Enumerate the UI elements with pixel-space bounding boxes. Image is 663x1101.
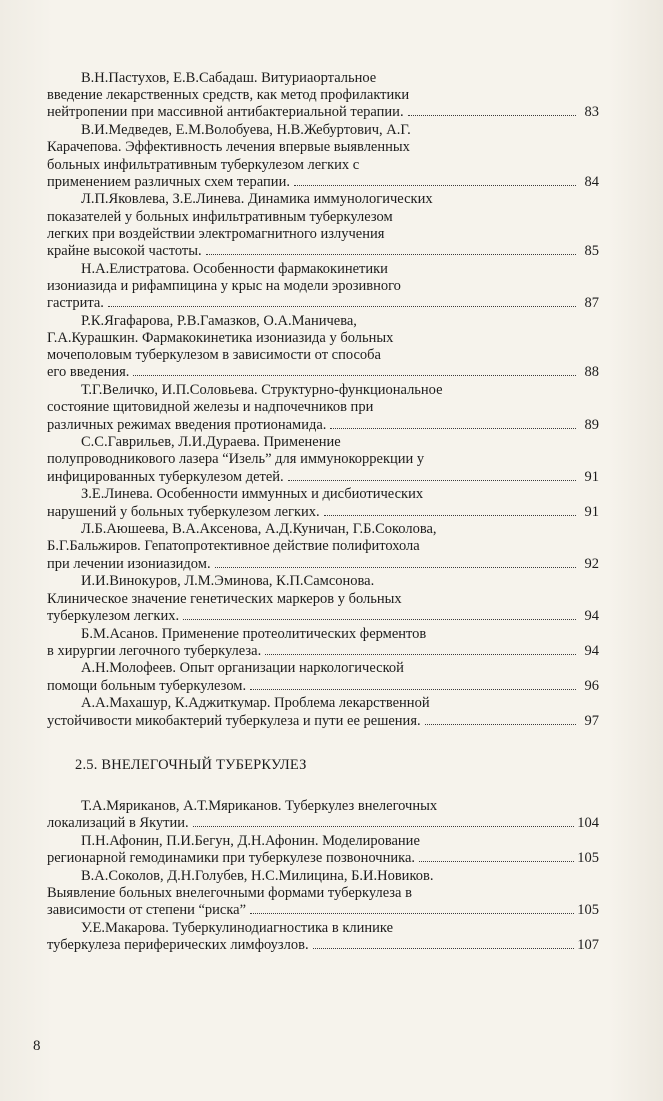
toc-entry-page: 88 — [584, 364, 599, 381]
dot-leader — [183, 619, 576, 620]
toc-entry-page: 105 — [577, 849, 599, 866]
toc-entry-line: Б.М.Асанов. Применение протеолитических ферментов — [81, 625, 427, 642]
toc-entry-last-line — [47, 850, 599, 867]
toc-entry-line: введение лекарственных средств, как метод профилактики — [47, 87, 410, 104]
dot-leader — [324, 515, 576, 516]
toc-entry-page: 97 — [584, 712, 599, 729]
toc-entry-last-line — [47, 937, 599, 954]
dot-leader — [250, 689, 576, 690]
toc-entry-page: 96 — [584, 677, 599, 694]
toc-entry-line: Карачепова. Эффективность лечения впервые выявленных — [47, 139, 410, 156]
toc-entry-line: А.Н.Молофеев. Опыт организации наркологической — [81, 660, 404, 677]
dot-leader — [419, 861, 574, 862]
toc-entry-line: Л.Б.Аюшеева, В.А.Аксенова, А.Д.Куничан, Г.Б.Соколова, — [81, 521, 437, 538]
toc-entry-line: Клиническое значение генетических маркеров у больных — [47, 590, 402, 607]
toc-entry-text: крайне высокой частоты. — [47, 243, 202, 260]
toc-entry-page: 94 — [584, 642, 599, 659]
toc-entry-text: локализаций в Якутии. — [47, 814, 189, 831]
toc-entry-page: 92 — [584, 555, 599, 572]
dot-leader — [294, 185, 576, 186]
toc-entry-page: 104 — [577, 814, 599, 831]
toc-entry — [47, 191, 599, 260]
dot-leader — [330, 428, 576, 429]
toc-entry-last-line — [47, 104, 599, 121]
toc-entry-text: помощи больным туберкулезом. — [47, 677, 247, 694]
toc-entry-page: 89 — [584, 416, 599, 433]
page-number: 8 — [33, 1038, 41, 1054]
toc-entry-last-line — [47, 556, 599, 573]
toc-entry-last-line — [47, 815, 599, 832]
toc-entry-line: П.Н.Афонин, П.И.Бегун, Д.Н.Афонин. Моделирование — [81, 832, 420, 849]
toc-entry — [47, 261, 599, 313]
table-of-contents — [47, 70, 599, 955]
toc-entry-line: мочеполовым туберкулезом в зависимости от способа — [47, 347, 381, 364]
toc-entry-page: 87 — [584, 295, 599, 312]
toc-entry-line: В.Н.Пастухов, Е.В.Сабадаш. Витуриаортальное — [81, 70, 377, 86]
toc-entry — [47, 434, 599, 486]
toc-entry-line: Г.А.Курашкин. Фармакокинетика изониазида у больных — [47, 330, 394, 347]
toc-entries-section-b — [47, 798, 599, 954]
toc-entry — [47, 521, 599, 573]
toc-entry-text: инфицированных туберкулезом детей. — [47, 468, 284, 485]
toc-entry-line: Выявление больных внелегочными формами туберкулеза в — [47, 884, 412, 901]
toc-entry-line: У.Е.Макарова. Туберкулинодиагностика в клинике — [81, 919, 394, 936]
toc-entry — [47, 798, 599, 832]
toc-entry-line: Т.Г.Величко, И.П.Соловьева. Структурно-функциональное — [81, 382, 443, 399]
dot-leader — [193, 826, 575, 827]
toc-entry-text: туберкулезом легких. — [47, 607, 180, 624]
toc-entry — [47, 660, 599, 694]
toc-entry-text: нейтропении при массивной антибактериальной терапии. — [47, 104, 404, 121]
toc-entry — [47, 70, 599, 122]
toc-entry-last-line — [47, 504, 599, 521]
toc-entry-line: изониазида и рифампицина у крыс на модели эрозивного — [47, 277, 401, 294]
toc-entry-last-line — [47, 713, 599, 730]
toc-entry — [47, 122, 599, 191]
toc-entry-line: Т.А.Мяриканов, А.Т.Мяриканов. Туберкулез внелегочных — [81, 797, 438, 814]
dot-leader — [250, 913, 574, 914]
toc-entry — [47, 868, 599, 920]
dot-leader — [133, 375, 576, 376]
toc-entry-last-line — [47, 678, 599, 695]
toc-entry-text: туберкулеза периферических лимфоузлов. — [47, 936, 309, 953]
toc-entry-text: нарушений у больных туберкулезом легких. — [47, 503, 320, 520]
toc-entry-last-line — [47, 643, 599, 660]
toc-entry — [47, 313, 599, 382]
toc-entry-text: зависимости от степени “риска” — [47, 901, 247, 918]
toc-entry — [47, 920, 599, 954]
toc-entry-line: А.А.Махашур, К.Аджиткумар. Проблема лекарственной — [81, 695, 430, 712]
toc-entry-line: С.С.Гаврильев, Л.И.Дураева. Применение — [81, 434, 341, 451]
toc-entry-last-line — [47, 174, 599, 191]
toc-entry-line: Р.К.Ягафарова, Р.В.Гамазков, О.А.Маничева, — [81, 312, 357, 329]
toc-entry-page: 84 — [584, 173, 599, 190]
toc-entry-page: 91 — [584, 468, 599, 485]
toc-entry-last-line — [47, 243, 599, 260]
toc-entry-text: применением различных схем терапии. — [47, 173, 290, 190]
toc-entry-line: З.Е.Линева. Особенности иммунных и дисбиотических — [81, 486, 424, 503]
toc-entry-page: 91 — [584, 503, 599, 520]
toc-entry-line: Л.П.Яковлева, З.Е.Линева. Динамика иммунологических — [81, 191, 433, 208]
dot-leader — [408, 115, 576, 116]
toc-entry-last-line — [47, 469, 599, 486]
toc-entry-last-line — [47, 295, 599, 312]
toc-entry-page: 107 — [577, 936, 599, 953]
toc-entry-line: больных инфильтративным туберкулезом легких с — [47, 156, 360, 173]
toc-entry — [47, 626, 599, 660]
toc-entry-page: 85 — [584, 243, 599, 260]
toc-entry-last-line — [47, 364, 599, 381]
toc-entry-last-line — [47, 417, 599, 434]
toc-entry-line: полупроводникового лазера “Изель” для иммунокоррекции у — [47, 451, 425, 468]
dot-leader — [425, 724, 576, 725]
toc-entry — [47, 382, 599, 434]
toc-entry-text: гастрита. — [47, 295, 104, 312]
toc-entry-last-line — [47, 902, 599, 919]
dot-leader — [206, 254, 576, 255]
toc-entry-line: Н.А.Елистратова. Особенности фармакокинетики — [81, 260, 388, 277]
toc-entry-page: 105 — [577, 901, 599, 918]
section-heading: 2.5. ВНЕЛЕГОЧНЫЙ ТУБЕРКУЛЕЗ — [75, 756, 307, 773]
dot-leader — [265, 654, 576, 655]
dot-leader — [288, 480, 576, 481]
toc-entry — [47, 573, 599, 625]
toc-entry-line: И.И.Винокуров, Л.М.Эминова, К.П.Самсонова. — [81, 573, 375, 590]
toc-entry-last-line — [47, 608, 599, 625]
toc-entry — [47, 486, 599, 520]
toc-entry-line: состояние щитовидной железы и надпочечников при — [47, 399, 374, 416]
dot-leader — [313, 948, 575, 949]
dot-leader — [215, 567, 576, 568]
toc-entry — [47, 695, 599, 729]
toc-entries-section-a — [47, 70, 599, 730]
dot-leader — [108, 306, 576, 307]
toc-entry-text: при лечении изониазидом. — [47, 555, 211, 572]
toc-entry-text: его введения. — [47, 364, 130, 381]
toc-entry-line: легких при воздействии электромагнитного излучения — [47, 225, 385, 242]
toc-entry-text: в хирургии легочного туберкулеза. — [47, 642, 262, 659]
toc-entry-page: 83 — [584, 104, 599, 121]
toc-entry-text: регионарной гемодинамики при туберкулезе позвоночника. — [47, 849, 416, 866]
toc-entry-line: В.И.Медведев, Е.М.Волобуева, Н.В.Жебуртович, А.Г. — [81, 122, 411, 139]
toc-entry-page: 94 — [584, 607, 599, 624]
toc-entry — [47, 833, 599, 867]
toc-entry-line: показателей у больных инфильтративным туберкулезом — [47, 208, 393, 225]
toc-entry-text: различных режимах введения протионамида. — [47, 416, 327, 433]
toc-entry-line: Б.Г.Бальжиров. Гепатопротективное действие полифитохола — [47, 538, 420, 555]
toc-entry-line: В.А.Соколов, Д.Н.Голубев, Н.С.Милицина, Б.И.Новиков. — [81, 867, 434, 884]
toc-entry-text: устойчивости микобактерий туберкулеза и пути ее решения. — [47, 712, 421, 729]
